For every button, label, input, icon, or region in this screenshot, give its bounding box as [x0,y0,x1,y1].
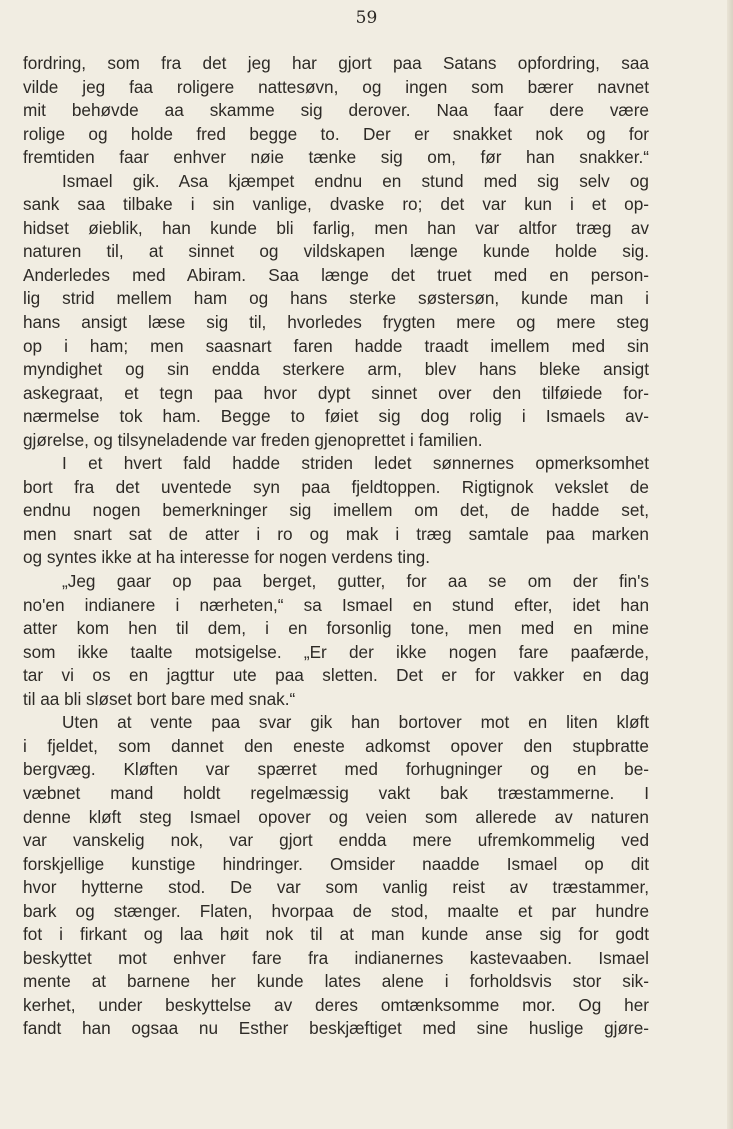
text-line: forskjellige kunstige hindringer. Omsider naadde Ismael op dit [23,853,649,874]
text-line: myndighet og sin endda sterkere arm, blev hans bleke ansigt [23,359,649,380]
text-line: bort fra det uventede syn paa fjeldtoppen. Rigtignok vekslet de [23,476,649,497]
text-line: no'en indianere i nærheten,“ sa Ismael en stund efter, idet han [23,594,649,615]
text-line: askegraat, et tegn paa hvor dypt sinnet over den tilføiede for- [23,382,649,403]
text-line: beskyttet mot enhver fare fra indianernes kastevaaben. Ismael [23,947,649,968]
text-line: lig strid mellem ham og hans sterke søstersøn, kunde man i [23,288,649,309]
text-line: denne kløft steg Ismael opover og veien som allerede av naturen [23,806,649,827]
text-line: til aa bli sløset bort bare med snak.“ [23,688,296,709]
text-line: mente at barnene her kunde lates alene i forholdsvis stor sik- [23,971,649,992]
text-line: tar vi os en jagttur ute paa sletten. Det er for vakker en dag [23,665,649,686]
text-line: men snart sat de atter i ro og mak i træg samtale paa marken [23,523,649,544]
text-line: gjørelse, og tilsyneladende var freden gjenoprettet i familien. [23,429,483,450]
text-line: endnu nogen bemerkninger sig imellem om det, de hadde set, [23,500,649,521]
text-line: fot i firkant og laa høit nok til at man kunde anse sig for godt [23,924,649,945]
text-line: fordring, som fra det jeg har gjort paa Satans opfordring, saa [23,53,649,73]
text-line: i fjeldet, som dannet den eneste adkomst opover den stupbratte [23,735,649,756]
text-line: hans ansigt læse sig til, hvorledes frygten mere og mere steg [23,312,649,333]
text-line: Anderledes med Abiram. Saa længe det truet med en person- [23,264,649,285]
page-number: 59 [355,8,378,28]
text-line: Ismael gik. Asa kjæmpet endnu en stund med sig selv og [62,170,649,191]
text-line: kerhet, under beskyttelse av deres omtænksomme mor. Og her [23,994,649,1015]
text-line: naturen til, at sinnet og vildskapen længe kunde holde sig. [23,241,649,262]
text-line: var vanskelig nok, var gjort endda mere ufremkommelig ved [23,830,649,851]
text-line: nærmelse tok ham. Begge to føiet sig dog rolig i Ismaels av- [23,406,649,427]
text-line: rolige og holde fred begge to. Der er snakket nok og for [23,123,649,144]
page-edge [727,0,733,1129]
text-line: hidset øieblik, han kunde bli farlig, men han var altfor træg av [23,217,649,238]
text-line: væbnet mand holdt regelmæssig vakt bak træstammerne. I [23,782,649,803]
text-line: bergvæg. Kløften var spærret med forhugninger og en be- [23,759,649,780]
text-line: mit behøvde aa skamme sig derover. Naa faar dere være [23,100,649,121]
text-line: vilde jeg faa roligere nattesøvn, og ingen som bærer navnet [23,76,649,97]
text-line: I et hvert fald hadde striden ledet sønnernes opmerksomhet [62,453,649,474]
text-line: fremtiden faar enhver nøie tænke sig om, før han snakker.“ [23,147,649,168]
body-text [23,52,649,1041]
text-line: fandt han ogsaa nu Esther beskjæftiget med sine huslige gjøre- [23,1018,649,1039]
text-line: atter kom hen til dem, i en forsonlig tone, men med en mine [23,618,649,639]
text-line: hvor hytterne stod. De var som vanlig reist av træstammer, [23,877,649,898]
text-line: bark og stænger. Flaten, hvorpaa de stod, maalte et par hundre [23,900,649,921]
text-line: sank saa tilbake i sin vanlige, dvaske ro; det var kun i et op- [23,194,649,215]
text-line: og syntes ikke at ha interesse for nogen verdens ting. [23,547,431,568]
text-line: op i ham; men saasnart faren hadde traadt imellem med sin [23,335,649,356]
text-line: Uten at vente paa svar gik han bortover mot en liten kløft [62,712,649,733]
text-line: som ikke taalte motsigelse. „Er der ikke nogen fare paafærde, [23,641,649,662]
text-line: „Jeg gaar op paa berget, gutter, for aa se om der fin's [62,571,649,592]
